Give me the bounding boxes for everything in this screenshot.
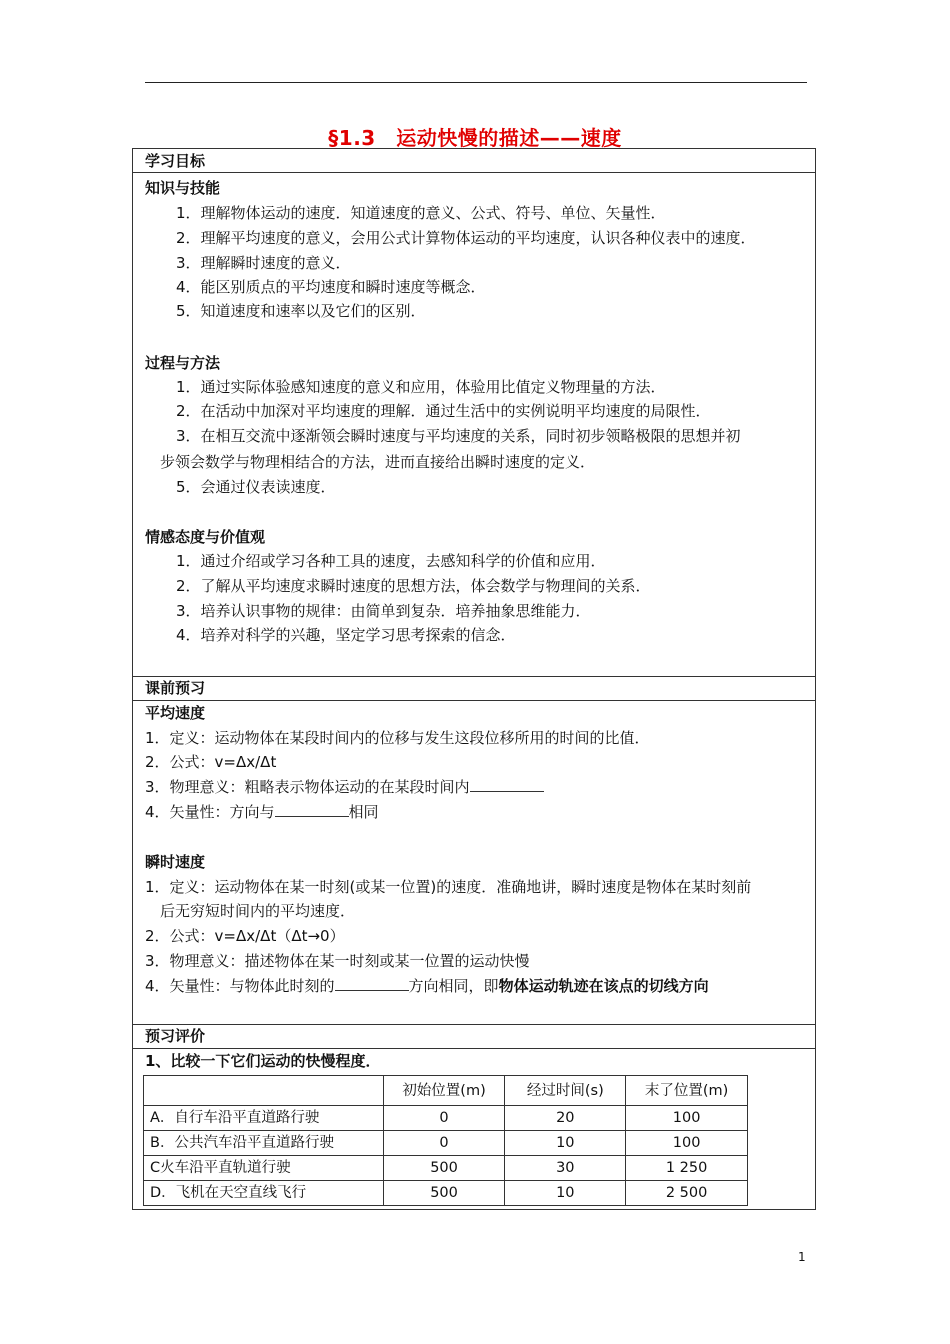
table-cell: 10 <box>505 1181 626 1206</box>
table-row <box>144 1106 748 1131</box>
table-cell: C火车沿平直轨道行驶 <box>144 1156 384 1181</box>
divider <box>132 1048 816 1049</box>
section-heading-preview: 课前预习 <box>145 679 206 697</box>
meaning-text: 3．物理意义：粗略表示物体运动的在某段时间内 <box>145 778 470 796</box>
meaning-line <box>145 776 544 798</box>
definition-line: 1．定义：运动物体在某一时刻(或某一位置)的速度．准确地讲，瞬时速度是物体在某时刻前 <box>145 878 752 896</box>
table-cell: A．自行车沿平直道路行驶 <box>144 1106 384 1131</box>
table-cell: 100 <box>626 1131 748 1156</box>
table-cell: 10 <box>505 1131 626 1156</box>
table-header-row <box>144 1076 748 1106</box>
list-item: 2．在活动中加深对平均速度的理解．通过生活中的实例说明平均速度的局限性． <box>176 402 711 420</box>
list-item: 4．能区别质点的平均速度和瞬时速度等概念． <box>176 278 486 296</box>
divider <box>132 676 816 677</box>
vector-text: 4．矢量性：方向与 <box>145 803 275 821</box>
table-cell: 2 500 <box>626 1181 748 1206</box>
subheading-average-velocity: 平均速度 <box>145 704 206 722</box>
list-item: 5．会通过仪表读速度． <box>176 478 336 496</box>
list-item: 2．了解从平均速度求瞬时速度的思想方法，体会数学与物理间的关系． <box>176 577 651 595</box>
vector-text-mid: 方向相同，即 <box>408 977 499 995</box>
table-row <box>144 1131 748 1156</box>
table-cell: 500 <box>383 1156 505 1181</box>
list-item: 2．理解平均速度的意义，会用公式计算物体运动的平均速度，认识各种仪表中的速度． <box>176 229 756 247</box>
vector-line <box>145 801 379 823</box>
fill-blank[interactable] <box>470 777 544 792</box>
divider <box>132 1024 816 1025</box>
section-heading-evaluation: 预习评价 <box>145 1027 206 1045</box>
list-item: 1．通过实际体验感知速度的意义和应用，体验用比值定义物理量的方法． <box>176 378 666 396</box>
meaning-line: 3．物理意义：描述物体在某一时刻或某一位置的运动快慢 <box>145 952 530 970</box>
question-text: 1、比较一下它们运动的快慢程度． <box>145 1052 381 1070</box>
table-header-cell: 初始位置(m) <box>383 1076 505 1106</box>
table-cell: 100 <box>626 1106 748 1131</box>
list-item: 步领会数学与物理相结合的方法，进而直接给出瞬时速度的定义． <box>160 453 596 471</box>
table-cell: 0 <box>383 1106 505 1131</box>
table-header-cell <box>144 1076 384 1106</box>
table-cell: 30 <box>505 1156 626 1181</box>
page-title: §1.3 运动快慢的描述——速度 <box>328 126 622 150</box>
fill-blank[interactable] <box>275 802 349 817</box>
list-item: 3．在相互交流中逐渐领会瞬时速度与平均速度的关系，同时初步领略极限的思想并初 <box>176 427 741 445</box>
section-heading-goals: 学习目标 <box>145 152 206 170</box>
divider <box>132 700 816 701</box>
subheading-instant-velocity: 瞬时速度 <box>145 853 206 871</box>
table-row <box>144 1181 748 1206</box>
definition-line: 后无穷短时间内的平均速度． <box>160 902 356 920</box>
list-item: 1．理解物体运动的速度．知道速度的意义、公式、符号、单位、矢量性． <box>176 204 666 222</box>
page-number: 1 <box>798 1250 806 1264</box>
table-cell: 500 <box>383 1181 505 1206</box>
table-cell: 0 <box>383 1131 505 1156</box>
comparison-table <box>143 1075 748 1206</box>
list-item: 5．知道速度和速率以及它们的区别． <box>176 302 426 320</box>
list-item: 1．通过介绍或学习各种工具的速度，去感知科学的价值和应用． <box>176 552 606 570</box>
table-cell: D．飞机在天空直线飞行 <box>144 1181 384 1206</box>
table-cell: 1 250 <box>626 1156 748 1181</box>
subheading-emotion: 情感态度与价值观 <box>145 528 266 546</box>
table-row <box>144 1156 748 1181</box>
fill-blank[interactable] <box>335 976 409 991</box>
definition-line: 1．定义：运动物体在某段时间内的位移与发生这段位移所用的时间的比值． <box>145 729 650 747</box>
list-item: 3．理解瞬时速度的意义． <box>176 254 351 272</box>
vector-text-end: 相同 <box>348 803 379 821</box>
subheading-process: 过程与方法 <box>145 354 221 372</box>
divider <box>132 172 816 173</box>
formula-line: 2．公式：v=Δx/Δt（Δt→0） <box>145 927 345 945</box>
formula-line: 2．公式：v=Δx/Δt <box>145 753 277 771</box>
table-header-cell: 经过时间(s) <box>505 1076 626 1106</box>
list-item: 3．培养认识事物的规律：由简单到复杂．培养抽象思维能力． <box>176 602 591 620</box>
list-item: 4．培养对科学的兴趣，坚定学习思考探索的信念． <box>176 626 516 644</box>
subheading-knowledge: 知识与技能 <box>145 179 221 197</box>
table-header-cell: 末了位置(m) <box>626 1076 748 1106</box>
header-rule <box>145 82 807 83</box>
table-cell: B．公共汽车沿平直道路行驶 <box>144 1131 384 1156</box>
vector-emphasis: 物体运动轨迹在该点的切线方向 <box>498 977 709 995</box>
vector-text: 4．矢量性：与物体此时刻的 <box>145 977 335 995</box>
vector-line <box>145 975 709 997</box>
table-cell: 20 <box>505 1106 626 1131</box>
